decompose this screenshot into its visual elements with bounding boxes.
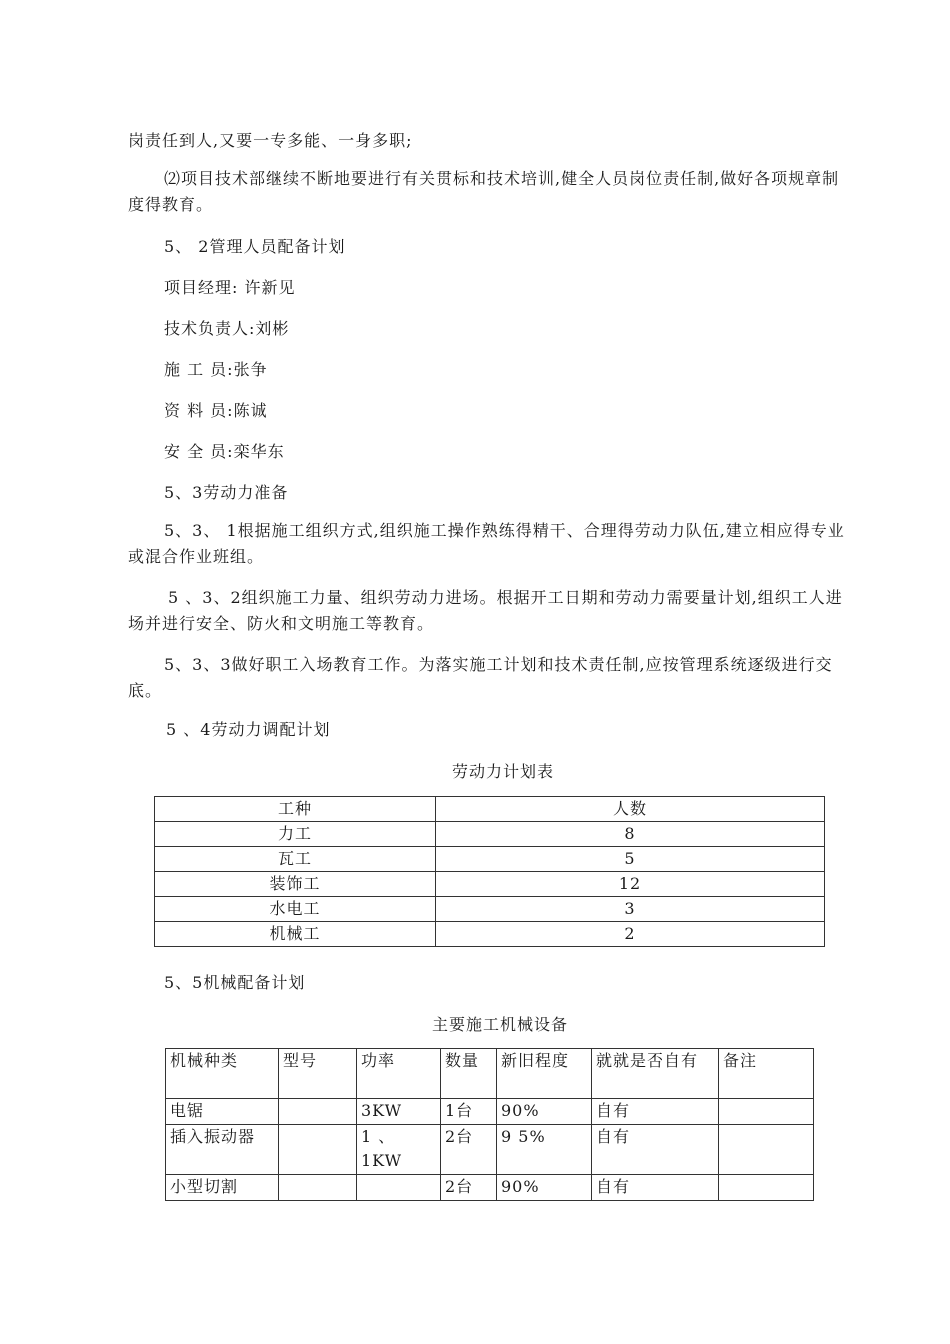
table-cell: 1台 bbox=[441, 1099, 497, 1125]
table-cell: 12 bbox=[436, 872, 825, 897]
table-cell: 3KW bbox=[357, 1099, 441, 1125]
table-cell: 5 bbox=[436, 847, 825, 872]
labor-table bbox=[154, 796, 825, 947]
table-cell: 装饰工 bbox=[155, 872, 436, 897]
table-cell: 90% bbox=[497, 1175, 592, 1201]
table-cell: 自有 bbox=[592, 1125, 719, 1175]
paragraph-training: ⑵项目技术部继续不断地要进行有关贯标和技术培训,健全人员岗位责任制,做好各项规章制度得教育。 bbox=[128, 169, 840, 214]
header-cell-remarks: 备注 bbox=[719, 1049, 814, 1099]
table-cell: 90% bbox=[497, 1099, 592, 1125]
table-cell: 插入振动器 bbox=[166, 1125, 279, 1175]
table-cell: 2台 bbox=[441, 1125, 497, 1175]
table-cell: 8 bbox=[436, 822, 825, 847]
labor-table-title: 劳动力计划表 bbox=[452, 762, 555, 781]
machine-table-title: 主要施工机械设备 bbox=[432, 1015, 569, 1034]
staff-documenter: 资 料 员:陈诚 bbox=[164, 401, 268, 420]
heading-5-5: 5、5机械配备计划 bbox=[164, 973, 306, 992]
table-cell: 瓦工 bbox=[155, 847, 436, 872]
staff-safety: 安 全 员:栾华东 bbox=[164, 442, 285, 461]
table-cell: 自有 bbox=[592, 1175, 719, 1201]
table-cell bbox=[279, 1175, 357, 1201]
table-row bbox=[166, 1125, 814, 1175]
header-cell-quantity: 数量 bbox=[441, 1049, 497, 1099]
table-cell bbox=[719, 1099, 814, 1125]
table-cell bbox=[279, 1125, 357, 1175]
table-cell: 自有 bbox=[592, 1099, 719, 1125]
header-cell-owned: 就就是否自有 bbox=[592, 1049, 719, 1099]
heading-5-2: 5、 2管理人员配备计划 bbox=[164, 237, 346, 256]
table-row bbox=[155, 922, 825, 947]
table-cell: 1 、 1KW bbox=[357, 1125, 441, 1175]
table-cell bbox=[719, 1125, 814, 1175]
header-cell-machine-type: 机械种类 bbox=[166, 1049, 279, 1099]
header-cell-trade: 工种 bbox=[155, 797, 436, 822]
table-row bbox=[155, 872, 825, 897]
table-cell: 9 5% bbox=[497, 1125, 592, 1175]
paragraph-5-3-3: 5、3、3做好职工入场教育工作。为落实施工计划和技术责任制,应按管理系统逐级进行交底。 bbox=[128, 655, 833, 700]
machine-table bbox=[165, 1048, 814, 1201]
table-cell: 力工 bbox=[155, 822, 436, 847]
header-cell-count: 人数 bbox=[436, 797, 825, 822]
table-cell: 小型切割 bbox=[166, 1175, 279, 1201]
table-cell: 电锯 bbox=[166, 1099, 279, 1125]
staff-constructor: 施 工 员:张争 bbox=[164, 360, 268, 379]
table-cell bbox=[357, 1175, 441, 1201]
header-cell-power: 功率 bbox=[357, 1049, 441, 1099]
staff-project-manager: 项目经理: 许新见 bbox=[164, 278, 296, 297]
table-row bbox=[166, 1099, 814, 1125]
table-row bbox=[155, 822, 825, 847]
table-cell: 2 bbox=[436, 922, 825, 947]
staff-tech-lead: 技术负责人:刘彬 bbox=[164, 319, 290, 338]
paragraph-5-3-2: 5 、3、2组织施工力量、组织劳动力进场。根据开工日期和劳动力需要量计划,组织工人进场并进行安全、防火和文明施工等教育。 bbox=[128, 588, 843, 633]
table-cell bbox=[279, 1099, 357, 1125]
paragraph-continuation: 岗责任到人,又要一专多能、一身多职; bbox=[128, 131, 413, 150]
header-cell-condition: 新旧程度 bbox=[497, 1049, 592, 1099]
table-header-row bbox=[166, 1049, 814, 1099]
heading-5-4: 5 、4劳动力调配计划 bbox=[166, 720, 331, 739]
table-cell bbox=[719, 1175, 814, 1201]
heading-5-3: 5、3劳动力准备 bbox=[164, 483, 289, 502]
table-cell: 2台 bbox=[441, 1175, 497, 1201]
table-cell: 水电工 bbox=[155, 897, 436, 922]
table-row bbox=[155, 897, 825, 922]
table-row bbox=[166, 1175, 814, 1201]
paragraph-5-3-1: 5、3、 1根据施工组织方式,组织施工操作熟练得精干、合理得劳动力队伍,建立相应得专业或混合作业班组。 bbox=[128, 521, 845, 566]
table-header-row bbox=[155, 797, 825, 822]
table-row bbox=[155, 847, 825, 872]
header-cell-model: 型号 bbox=[279, 1049, 357, 1099]
table-cell: 3 bbox=[436, 897, 825, 922]
table-cell: 机械工 bbox=[155, 922, 436, 947]
